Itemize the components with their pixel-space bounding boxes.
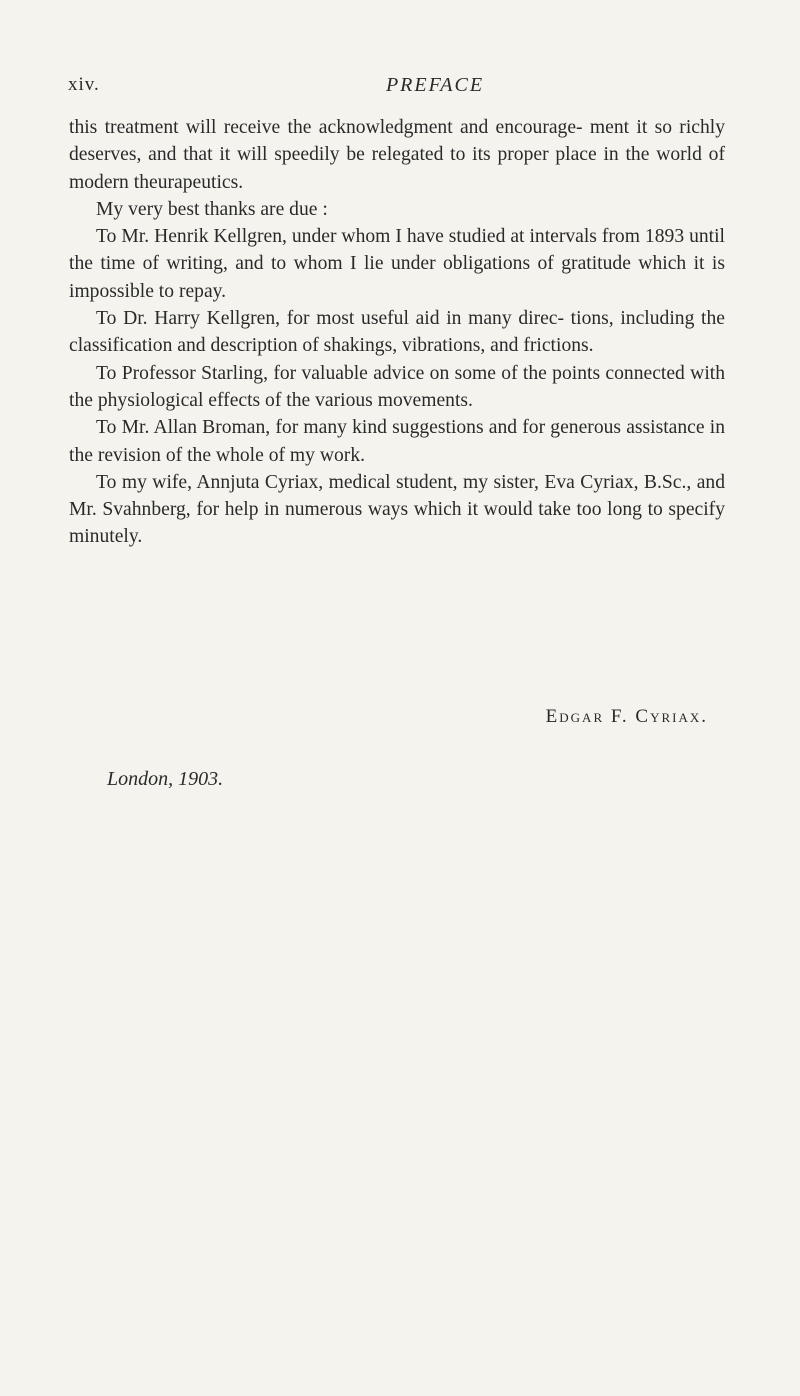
paragraph-professor-starling: To Professor Starling, for valuable advice on some of the points connected with the physiological effects of the various movements.: [69, 362, 725, 411]
paragraph-family-thanks: To my wife, Annjuta Cyriax, medical student, my sister, Eva Cyriax, B.Sc., and Mr. Svahnberg, for help in numerous ways which it would take too long to specify minutely.: [69, 471, 725, 548]
paragraph-allan-broman: To Mr. Allan Broman, for many kind suggestions and for generous assistance in the revision of the whole of my work.: [69, 417, 725, 466]
author-signature: Edgar F. Cyriax.: [545, 706, 708, 727]
running-title: PREFACE: [385, 74, 485, 96]
preface-body: [69, 114, 725, 551]
place-date: London, 1903.: [107, 768, 224, 790]
paragraph-harry-kellgren: To Dr. Harry Kellgren, for most useful aid in many direc- tions, including the classification and description of shakings, vibrations, and frictions.: [69, 308, 725, 357]
paragraph-henrik-kellgren: To Mr. Henrik Kellgren, under whom I have studied at intervals from 1893 until the time of writing, and to whom I lie under obligations of gratitude which it is impossible to repay.: [69, 226, 725, 302]
paragraph-thanks-intro: My very best thanks are due :: [96, 198, 328, 220]
page-number: xiv.: [68, 74, 100, 95]
running-head: [68, 74, 732, 98]
paragraph-continuation: this treatment will receive the acknowledgment and encourage- ment it so richly deserves, and that it will speedily be relegated to its proper place in the world of modern theurapeutics.: [69, 117, 725, 193]
